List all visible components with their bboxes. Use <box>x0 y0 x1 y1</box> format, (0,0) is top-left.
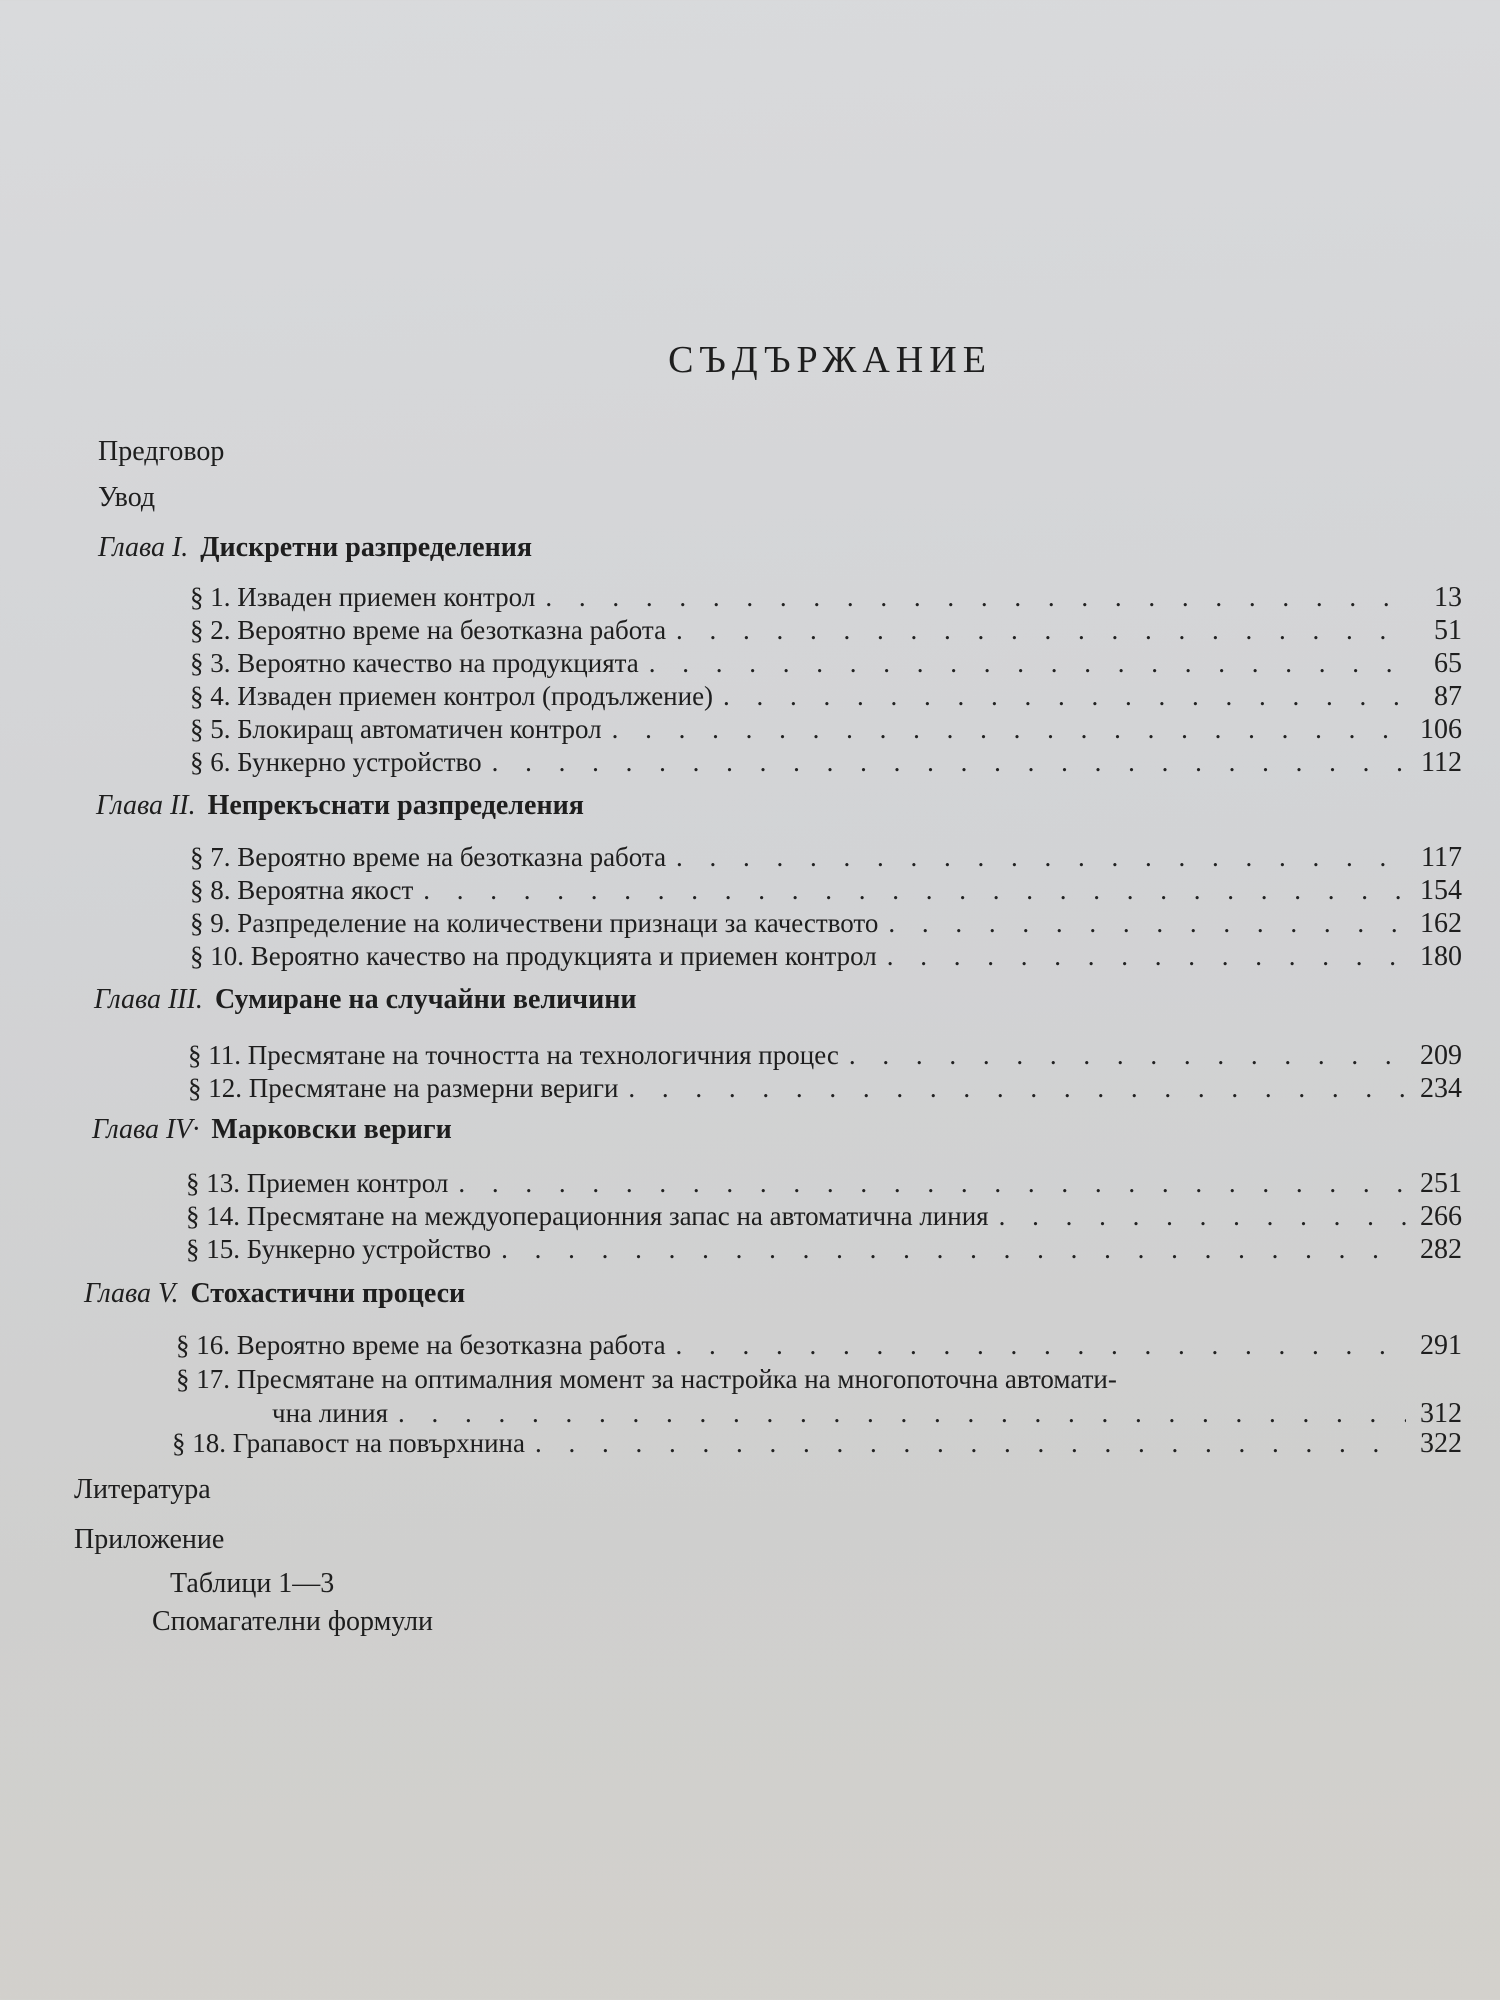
dot-leader <box>612 714 1406 746</box>
toc-entry-preface: Предговор <box>98 436 225 467</box>
page-number: 65 <box>1434 648 1462 679</box>
toc-appendix-item: Таблици 1—3 <box>170 1568 335 1599</box>
section-title: § 16. Вероятно време на безотказна работа <box>176 1330 666 1360</box>
chapter-heading <box>96 790 584 822</box>
dot-leader <box>492 747 1407 779</box>
section-title: § 3. Вероятно качество на продукцията <box>190 648 639 678</box>
page-number: 180 <box>1420 941 1462 972</box>
page-number: 234 <box>1420 1073 1462 1104</box>
page-number: 291 <box>1420 1330 1462 1361</box>
dot-leader <box>458 1168 1406 1200</box>
dot-leader <box>423 875 1406 907</box>
section-title: § 11. Пресмятане на точността на технологичния процес <box>188 1040 839 1070</box>
chapter-title: Непрекъснати разпределения <box>207 790 584 821</box>
section-title: § 9. Разпределение на количествени признаци за качеството <box>190 908 879 938</box>
chapter-title: Стохастични процеси <box>190 1278 466 1309</box>
page-number: 154 <box>1420 875 1462 906</box>
page-number: 312 <box>1420 1398 1462 1429</box>
toc-section <box>188 1040 1462 1072</box>
dot-leader <box>398 1398 1406 1430</box>
section-title: § 1. Изваден приемен контрол <box>190 582 536 612</box>
toc-entry-introduction: Увод <box>98 482 156 513</box>
page-number: 13 <box>1434 582 1462 613</box>
page-number: 51 <box>1434 615 1462 646</box>
section-title: § 7. Вероятно време на безотказна работа <box>190 842 667 872</box>
chapter-heading <box>84 1278 465 1310</box>
chapter-title: Марковски вериги <box>211 1114 452 1145</box>
dot-leader <box>723 681 1408 713</box>
toc-section-continuation <box>272 1398 1462 1430</box>
chapter-title: Сумиране на случайни величини <box>214 984 637 1015</box>
chapter-heading <box>98 532 532 564</box>
toc-section <box>190 648 1462 680</box>
section-title: § 14. Пресмятане на междуоперационния запас на автоматична линия <box>186 1201 989 1231</box>
page-number: 251 <box>1420 1168 1462 1199</box>
toc-section <box>186 1168 1462 1200</box>
dot-leader <box>849 1040 1406 1072</box>
dot-leader <box>501 1234 1406 1266</box>
section-title-continued: чна линия <box>272 1398 389 1428</box>
section-title: § 18. Грапавост на повърхнина <box>172 1428 525 1458</box>
section-title: § 15. Бункерно устройство <box>186 1234 492 1264</box>
toc-section <box>190 842 1462 874</box>
chapter-label: Глава IV· <box>92 1114 200 1145</box>
section-title: § 5. Блокиращ автоматичен контрол <box>190 714 602 744</box>
dot-leader <box>676 842 1407 874</box>
toc-section <box>190 875 1462 907</box>
toc-section <box>186 1201 1462 1233</box>
page-number: 282 <box>1420 1234 1462 1265</box>
page-number: 266 <box>1420 1201 1462 1232</box>
chapter-label: Глава III. <box>94 984 203 1015</box>
toc-section <box>172 1428 1462 1460</box>
page-number: 87 <box>1434 681 1462 712</box>
dot-leader <box>545 582 1408 614</box>
section-title: § 4. Изваден приемен контрол (продължение) <box>190 681 714 711</box>
section-title: § 13. Приемен контрол <box>186 1168 449 1198</box>
dot-leader <box>999 1201 1406 1233</box>
chapter-title: Дискретни разпределения <box>200 532 532 563</box>
chapter-heading <box>94 984 636 1016</box>
chapter-label: Глава V. <box>84 1278 179 1309</box>
dot-leader <box>628 1073 1406 1105</box>
page-number: 322 <box>1420 1428 1462 1459</box>
toc-section <box>176 1330 1462 1362</box>
section-title: § 8. Вероятна якост <box>190 875 414 905</box>
page-number: 209 <box>1420 1040 1462 1071</box>
toc-section <box>188 1073 1462 1105</box>
toc-section <box>186 1234 1462 1266</box>
toc-section <box>190 747 1462 779</box>
toc-section <box>190 941 1462 973</box>
dot-leader <box>676 615 1408 647</box>
toc-section <box>190 681 1462 713</box>
dot-leader <box>676 1330 1406 1362</box>
chapter-label: Глава II. <box>96 790 196 821</box>
dot-leader <box>888 908 1406 940</box>
toc-section-title-first-line: § 17. Пресмятане на оптималния момент за настройка на многопоточна автомати- <box>176 1364 1117 1394</box>
dot-leader <box>887 941 1406 973</box>
page-number: 117 <box>1421 842 1462 873</box>
toc-section <box>190 908 1462 940</box>
dot-leader <box>649 648 1408 680</box>
chapter-heading <box>92 1114 452 1146</box>
page-number: 112 <box>1421 747 1462 778</box>
section-title: § 6. Бункерно устройство <box>190 747 482 777</box>
section-title: § 2. Вероятно време на безотказна работа <box>190 615 667 645</box>
section-title: § 12. Пресмятане на размерни вериги <box>188 1073 619 1103</box>
toc-section <box>190 615 1462 647</box>
toc-appendix-item: Спомагателни формули <box>152 1606 434 1637</box>
page-number: 106 <box>1420 714 1462 745</box>
toc-section <box>190 714 1462 746</box>
dot-leader <box>535 1428 1406 1460</box>
section-title: § 10. Вероятно качество на продукцията и приемен контрол <box>190 941 877 971</box>
toc-entry-appendix: Приложение <box>74 1524 225 1555</box>
page-title: СЪДЪРЖАНИЕ <box>668 339 992 381</box>
page-number: 162 <box>1420 908 1462 939</box>
chapter-label: Глава I. <box>98 532 189 563</box>
toc-section <box>190 582 1462 614</box>
toc-entry-bibliography: Литература <box>74 1474 211 1505</box>
